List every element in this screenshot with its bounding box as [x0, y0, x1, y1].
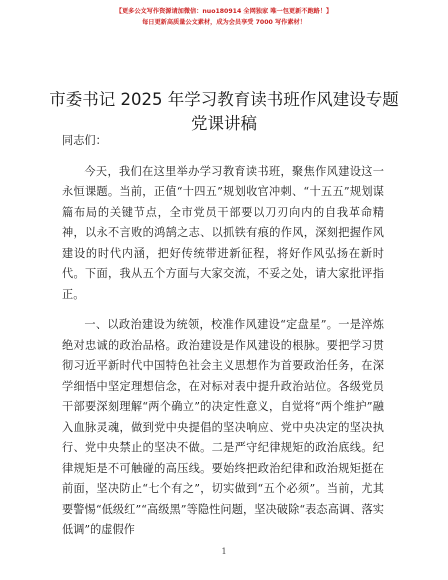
page-number: 1: [221, 547, 227, 556]
document-title-line-1: 市委书记 2025 年学习教育读书班作风建设专题: [49, 90, 399, 109]
document-body: [62, 131, 384, 551]
promo-banner-line-2: 每日更新高质量公文素材，成为会员享受 7000 写作素材！: [142, 19, 306, 26]
document-title: [0, 88, 448, 136]
document-title-line-2: 党课讲稿: [191, 114, 257, 133]
paragraph-intro: 今天，我们在这里举办学习教育读书班，聚焦作风建设这一永恒课题。当前，正值“十四五”规划收官冲刺、“十五五”规划谋篇布局的关键节点，全市党员干部要以刀刃向内的自我革命精神，以永不言败的鸿鹄之志、以抓铁有痕的作风，深刻把握作风建设的时代内涵，把好传统带进新征程，将好作风弘扬在新时代。下面，我从五个方面与大家交流，不妥之处，请大家批评指正。: [62, 164, 384, 301]
promo-banner-line-1: 【更多公文写作资源请加微信：nuo180914 全网独家 唯一包更新不跑路！】: [115, 8, 333, 15]
promo-banner: [0, 6, 448, 28]
salutation: 同志们：: [62, 134, 107, 147]
paragraph-section-one: 一、以政治建设为统领，校准作风建设“定盘星”。一是淬炼绝对忠诚的政治品格。政治建设是作风建设的根脉。要把学习贯彻习近平新时代中国特色社会主义思想作为首要政治任务，在深学细悟中坚定理想信念，在对标对表中提升政治站位。各级党员干部要深刻理解“两个确立”的决定性意义，自觉将“两个维护”融入血脉灵魂，做到党中央提倡的坚决响应、党中央决定的坚决执行、党中央禁止的坚决不做。二是严守纪律规矩的政治底线。纪律规矩是不可触碰的高压线。要始终把政治纪律和政治规矩挺在前面，坚决防止“七个有之”，切实做到“五个必须”。当前，尤其要警惕“低级红”“高级黑”等隐性问题，坚决破除“表态高调、落实低调”的虚假作: [62, 318, 384, 536]
